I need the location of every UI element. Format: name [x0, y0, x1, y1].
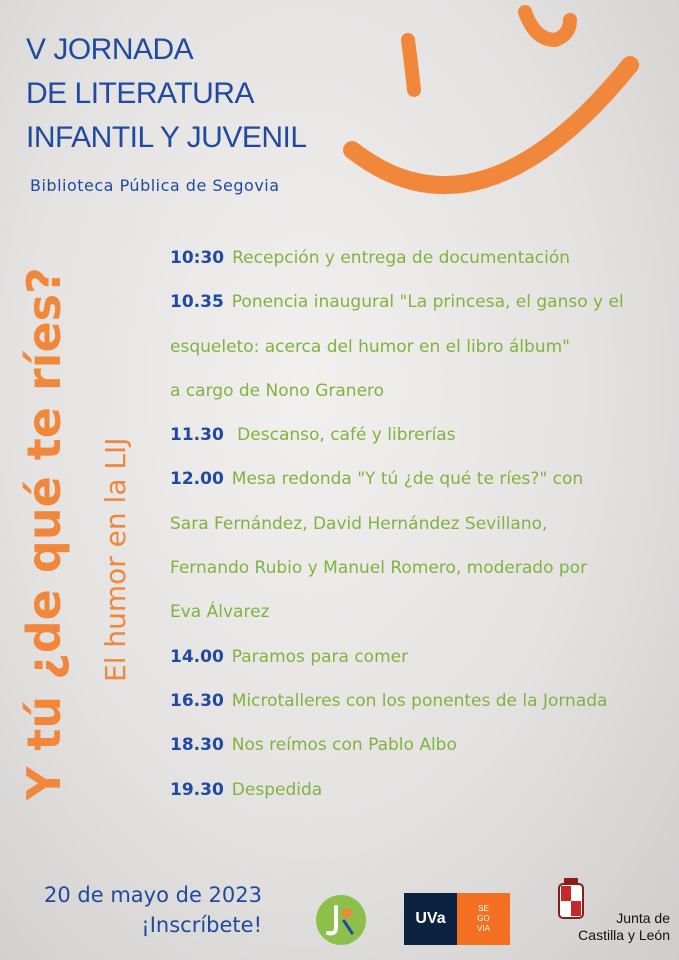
vertical-slogan: Y tú ¿de qué te ríes? — [17, 267, 71, 800]
segovia-part-2: GO — [477, 914, 490, 923]
schedule-time: 12.00 — [170, 469, 224, 490]
junta-name — [548, 910, 670, 944]
schedule-time: 19.30 — [170, 779, 224, 800]
schedule-text: a cargo de Nono Granero — [170, 380, 385, 401]
smiley-icon — [330, 0, 679, 220]
schedule-text: Ponencia inaugural "La princesa, el ganso y el — [231, 292, 624, 313]
segovia-logo-text — [457, 893, 510, 945]
schedule-line — [170, 461, 670, 505]
program-schedule — [170, 240, 670, 816]
schedule-line — [170, 240, 670, 284]
event-date: 20 de mayo de 2023 — [44, 883, 262, 907]
schedule-line — [170, 284, 670, 328]
schedule-line — [170, 683, 670, 727]
junta-line-1: Junta de — [616, 910, 670, 926]
junta-castilla-leon-logo — [548, 878, 670, 948]
schedule-time: 10:30 — [170, 248, 225, 268]
schedule-line — [170, 594, 670, 638]
schedule-text: Recepción y entrega de documentación — [232, 248, 571, 268]
event-title — [26, 28, 307, 160]
schedule-text: Microtalleres con los ponentes de la Jornada — [231, 690, 608, 711]
jornada-logo-icon — [314, 893, 368, 947]
uva-logo-text: UVa — [404, 893, 457, 945]
schedule-text: esqueleto: acerca del humor en el libro álbum" — [170, 336, 570, 357]
schedule-text: Descanso, café y librerías — [231, 425, 456, 446]
schedule-text: Sara Fernández, David Hernández Sevillano, — [170, 513, 548, 534]
title-line-2: DE LITERATURA — [26, 77, 254, 110]
title-line-1: V JORNADA — [26, 33, 194, 66]
schedule-line — [170, 727, 670, 771]
schedule-line — [170, 550, 670, 594]
title-line-3: INFANTIL Y JUVENIL — [26, 121, 307, 154]
uva-segovia-logo — [404, 893, 510, 945]
schedule-text: Despedida — [231, 779, 323, 800]
event-date-block — [30, 880, 262, 940]
schedule-text: Paramos para comer — [231, 646, 409, 667]
schedule-line — [170, 772, 670, 816]
schedule-text: Mesa redonda "Y tú ¿de qué te ríes?" con — [231, 469, 584, 490]
schedule-line — [170, 329, 670, 373]
schedule-line — [170, 506, 670, 550]
schedule-text: Nos reímos con Pablo Albo — [231, 735, 457, 756]
schedule-time: 10.35 — [170, 292, 224, 313]
signup-call-to-action: ¡Inscríbete! — [141, 913, 262, 937]
schedule-time: 18.30 — [170, 735, 224, 756]
venue-subtitle: Biblioteca Pública de Segovia — [30, 176, 280, 195]
vertical-subtitle: El humor en la LIJ — [99, 437, 132, 682]
schedule-time: 14.00 — [170, 646, 224, 667]
schedule-time: 11.30 — [170, 425, 224, 446]
schedule-text: Eva Álvarez — [170, 602, 270, 623]
junta-line-2: Castilla y León — [578, 927, 670, 943]
schedule-line — [170, 417, 670, 461]
schedule-line — [170, 373, 670, 417]
schedule-line — [170, 639, 670, 683]
schedule-text: Fernando Rubio y Manuel Romero, moderado por — [170, 558, 588, 579]
segovia-part-3: VIA — [477, 924, 490, 933]
segovia-part-1: SE — [478, 904, 489, 913]
schedule-time: 16.30 — [170, 690, 224, 711]
